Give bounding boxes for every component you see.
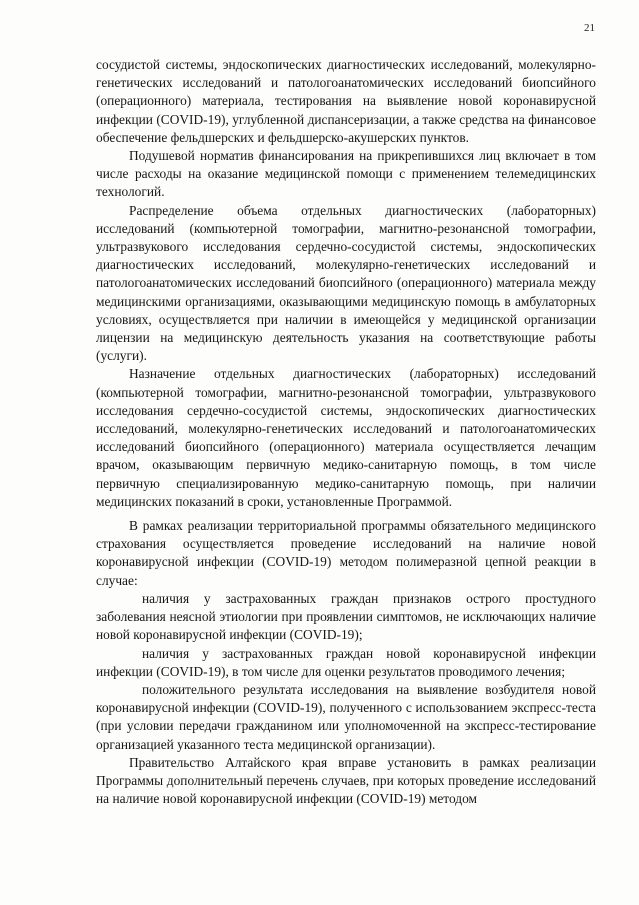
list-item-infected: наличия у застрахованных граждан новой коронавирусной инфекции инфекции (COVID-19), в том числе для оценки результатов проводимого лечения;: [96, 645, 596, 679]
document-body: [96, 56, 596, 808]
paragraph-government: Правительство Алтайского края вправе установить в рамках реализации Программы дополнительный перечень случаев, при которых проведение исследований на наличие новой коронавирусной инфекции (COVID-19) методом: [96, 754, 596, 807]
list-item-positive-test: положительного результата исследования на выявление возбудителя новой коронавирусной инфекции (COVID-19), полученного с использованием экспресс-теста (при условии передачи гражданином или уполномоченной на экспресс-тестирование организацией указанного теста медицинской организации).: [96, 681, 596, 752]
page-number: 21: [584, 22, 595, 34]
paragraph-per-capita-norm: Подушевой норматив финансирования на прикрепившихся лиц включает в том числе расходы на оказание медицинской помощи с применением телемедицинских технологий.: [96, 148, 596, 200]
paragraph-oms-program: В рамках реализации территориальной программы обязательного медицинского страхования осуществляется проведение исследований на наличие новой коронавирусной инфекции (COVID-19) методом полимеразной цепной реакции в случае:: [96, 518, 596, 588]
paragraph-volume-distribution: Распределение объема отдельных диагностических (лабораторных) исследований (компьютерной томографии, магнитно-резонансной томографии, ультразвукового исследования сердечно-сосудистой системы, эндоскопических диагностических исследований, молекулярно-генетических исследований и патологоанатомических исследований биопсийного (операционного) материала между медицинскими организациями, оказывающими медицинскую помощь в амбулаторных условиях, осуществляется при наличии в имеющейся у медицинской организации лицензии на медицинскую деятельность указания на соответствующие работы (услуги).: [96, 202, 596, 364]
paragraph-continuation: сосудистой системы, эндоскопических диагностических исследований, молекулярно-генетических исследований и патологоанатомических исследований биопсийного (операционного) материала, тестирования на выявление новой коронавирусной инфекции (COVID-19), углубленной диспансеризации, а также средства на финансовое обеспечение фельдшерских и фельдшерско-акушерских пунктов.: [96, 57, 596, 145]
list-item-symptoms: наличия у застрахованных граждан признаков острого простудного заболевания неясной этиологии при проявлении симптомов, не исключающих наличие новой коронавирусной инфекции (COVID-19);: [96, 590, 596, 643]
paragraph-assignment: Назначение отдельных диагностических (лабораторных) исследований (компьютерной томографии, магнитно-резонансной томографии, ультразвукового исследования сердечно-сосудистой системы, эндоскопических диагностических исследований, молекулярно-генетических исследований и патологоанатомических исследований биопсийного (операционного) материала осуществляется лечащим врачом, оказывающим первичную медико-санитарную помощь, в том числе первичную специализированную медико-санитарную помощь, при наличии медицинских показаний в сроки, установленные Программой.: [96, 366, 596, 509]
